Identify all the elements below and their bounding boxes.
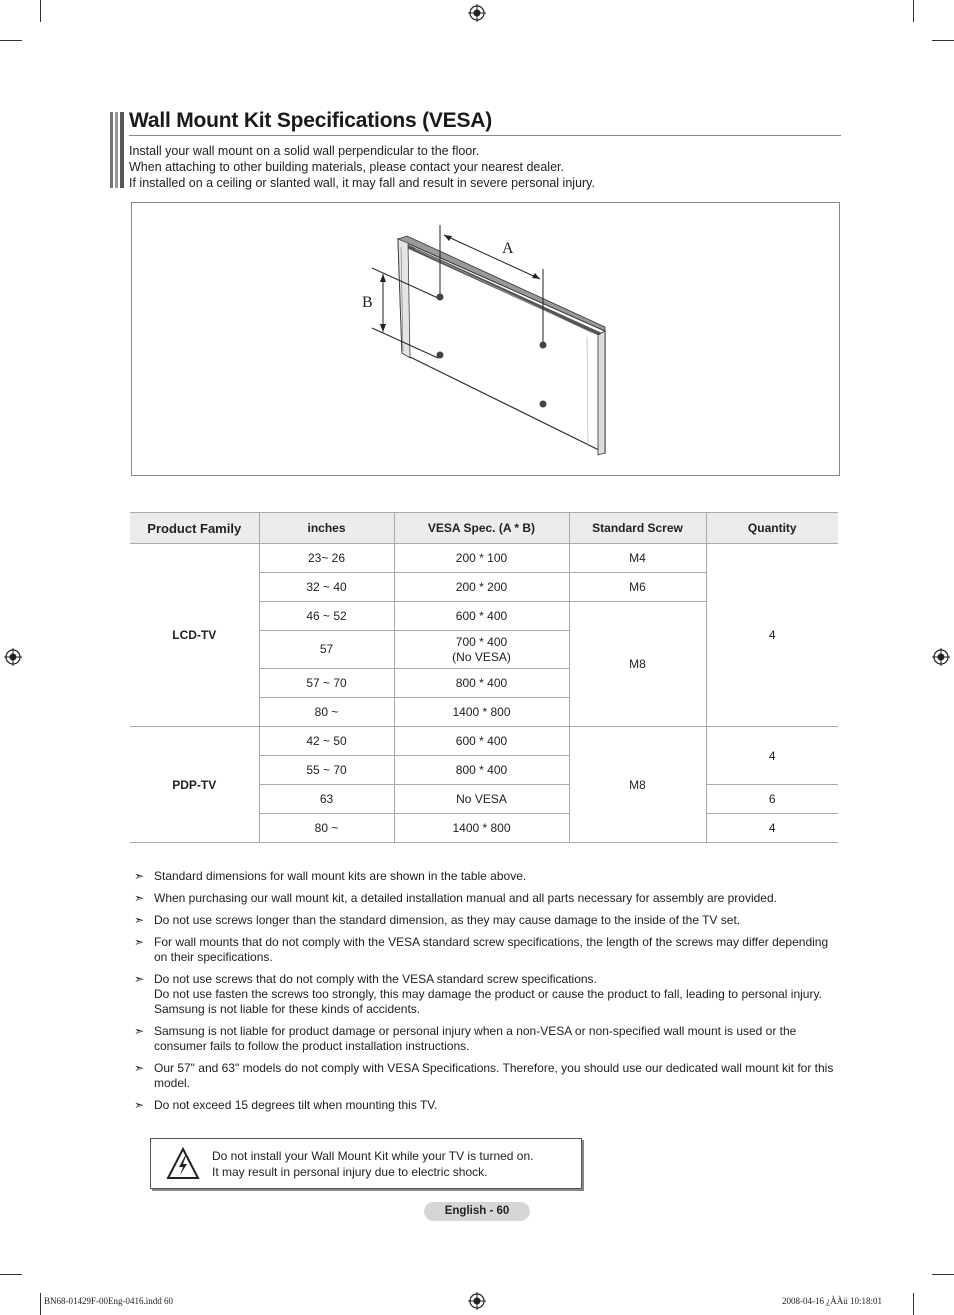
registration-mark-icon [468,4,486,22]
note-text: Samsung is not liable for these kinds of accidents. [154,1002,421,1016]
vesa-spec-table [130,512,838,843]
inches-cell: 32 ~ 40 [259,573,394,602]
table-row [130,727,838,756]
product-family-cell: LCD-TV [130,544,259,727]
crop-mark [0,1274,22,1275]
registration-mark-icon [4,648,22,666]
arrow-bullet-icon: ➣ [134,1024,145,1038]
quantity-cell: 4 [706,814,838,843]
inches-cell: 23~ 26 [259,544,394,573]
arrow-bullet-icon: ➣ [134,1098,145,1112]
date-slug: 2008-04-16 ¿ÀÀü 10:18:01 [782,1296,882,1306]
note-text: For wall mounts that do not comply with the VESA standard screw specifications, the length of the screws may differ depending on their specifications. [154,935,829,964]
note-text: Do not use screws that do not comply with the VESA standard screw specifications. [154,972,597,986]
column-header: Quantity [706,513,838,544]
note-item [134,1024,834,1054]
note-text: Do not use screws longer than the standard dimension, as they may cause damage to the inside of the TV set. [154,913,741,927]
inches-cell: 55 ~ 70 [259,756,394,785]
crop-mark [40,1293,41,1315]
note-text: Our 57" and 63" models do not comply with VESA Specifications. Therefore, you should use our dedicated wall mount kit for this model. [154,1061,834,1090]
note-item [134,1098,834,1113]
title-divider [129,135,841,136]
column-header: VESA Spec. (A * B) [394,513,569,544]
intro-line: If installed on a ceiling or slanted wall, it may fall and result in severe personal injury. [129,176,595,190]
intro-text [129,143,595,191]
title-accent-bar [110,112,124,188]
vesa-cell: No VESA [394,785,569,814]
note-text: Standard dimensions for wall mount kits are shown in the table above. [154,869,527,883]
crop-mark [913,0,914,22]
warning-line: It may result in personal injury due to electric shock. [212,1165,488,1179]
note-item [134,972,834,1017]
screw-cell: M6 [569,573,706,602]
vesa-cell: 600 * 400 [394,727,569,756]
screw-cell: M8 [569,602,706,727]
table-row [130,544,838,573]
note-item [134,1061,834,1091]
vesa-cell: 200 * 200 [394,573,569,602]
column-header: inches [259,513,394,544]
note-item [134,891,834,906]
note-item [134,935,834,965]
warning-box [150,1138,582,1189]
vesa-value: 700 * 400 [455,634,508,649]
inches-cell: 80 ~ [259,698,394,727]
dimension-label-a: A [502,240,514,257]
column-header: Product Family [130,513,259,544]
warning-line: Do not install your Wall Mount Kit while your TV is turned on. [212,1149,534,1163]
quantity-cell: 6 [706,785,838,814]
crop-mark [932,1274,954,1275]
note-item [134,869,834,884]
note-item [134,913,834,928]
crop-mark [932,40,954,41]
electric-shock-warning-icon [166,1147,200,1181]
quantity-cell: 4 [706,544,838,727]
screw-cell: M8 [569,727,706,843]
vesa-cell: 1400 * 800 [394,814,569,843]
inches-cell: 80 ~ [259,814,394,843]
vesa-note: (No VESA) [452,649,511,664]
registration-mark-icon [468,1292,486,1310]
page-number-badge: English - 60 [424,1202,530,1221]
vesa-cell: 800 * 400 [394,669,569,698]
intro-line: When attaching to other building materials, please contact your nearest dealer. [129,160,564,174]
tv-back-illustration [132,203,839,475]
crop-mark [0,40,22,41]
note-text: Do not use fasten the screws too strongly, this may damage the product or cause the product to fall, leading to personal injury. [154,987,822,1001]
note-text: Samsung is not liable for product damage or personal injury when a non-VESA or non-specified wall mount is used or the consumer fails to follow the product installation instructions. [154,1024,797,1053]
note-text: When purchasing our wall mount kit, a detailed installation manual and all parts necessary for assembly are provided. [154,891,777,905]
vesa-cell [394,631,569,669]
crop-mark [40,0,41,22]
arrow-bullet-icon: ➣ [134,972,145,986]
intro-line: Install your wall mount on a solid wall perpendicular to the floor. [129,144,480,158]
inches-cell: 46 ~ 52 [259,602,394,631]
arrow-bullet-icon: ➣ [134,935,145,949]
vesa-cell: 1400 * 800 [394,698,569,727]
dimension-label-b: B [362,294,373,311]
page-title: Wall Mount Kit Specifications (VESA) [129,109,493,132]
warning-text [212,1148,533,1180]
crop-mark [913,1293,914,1315]
arrow-bullet-icon: ➣ [134,1061,145,1075]
screw-cell: M4 [569,544,706,573]
arrow-bullet-icon: ➣ [134,869,145,883]
notes-list [134,869,834,1120]
quantity-cell: 4 [706,727,838,785]
inches-cell: 42 ~ 50 [259,727,394,756]
inches-cell: 57 [259,631,394,669]
wall-mount-diagram [131,202,840,476]
file-slug: BN68-01429F-00Eng-0416.indd 60 [44,1296,173,1306]
inches-cell: 57 ~ 70 [259,669,394,698]
inches-cell: 63 [259,785,394,814]
vesa-cell: 600 * 400 [394,602,569,631]
arrow-bullet-icon: ➣ [134,891,145,905]
vesa-cell: 200 * 100 [394,544,569,573]
arrow-bullet-icon: ➣ [134,913,145,927]
table-header-row [130,513,838,544]
column-header: Standard Screw [569,513,706,544]
product-family-cell: PDP-TV [130,727,259,843]
note-text: Do not exceed 15 degrees tilt when mounting this TV. [154,1098,438,1112]
vesa-cell: 800 * 400 [394,756,569,785]
registration-mark-icon [932,648,950,666]
